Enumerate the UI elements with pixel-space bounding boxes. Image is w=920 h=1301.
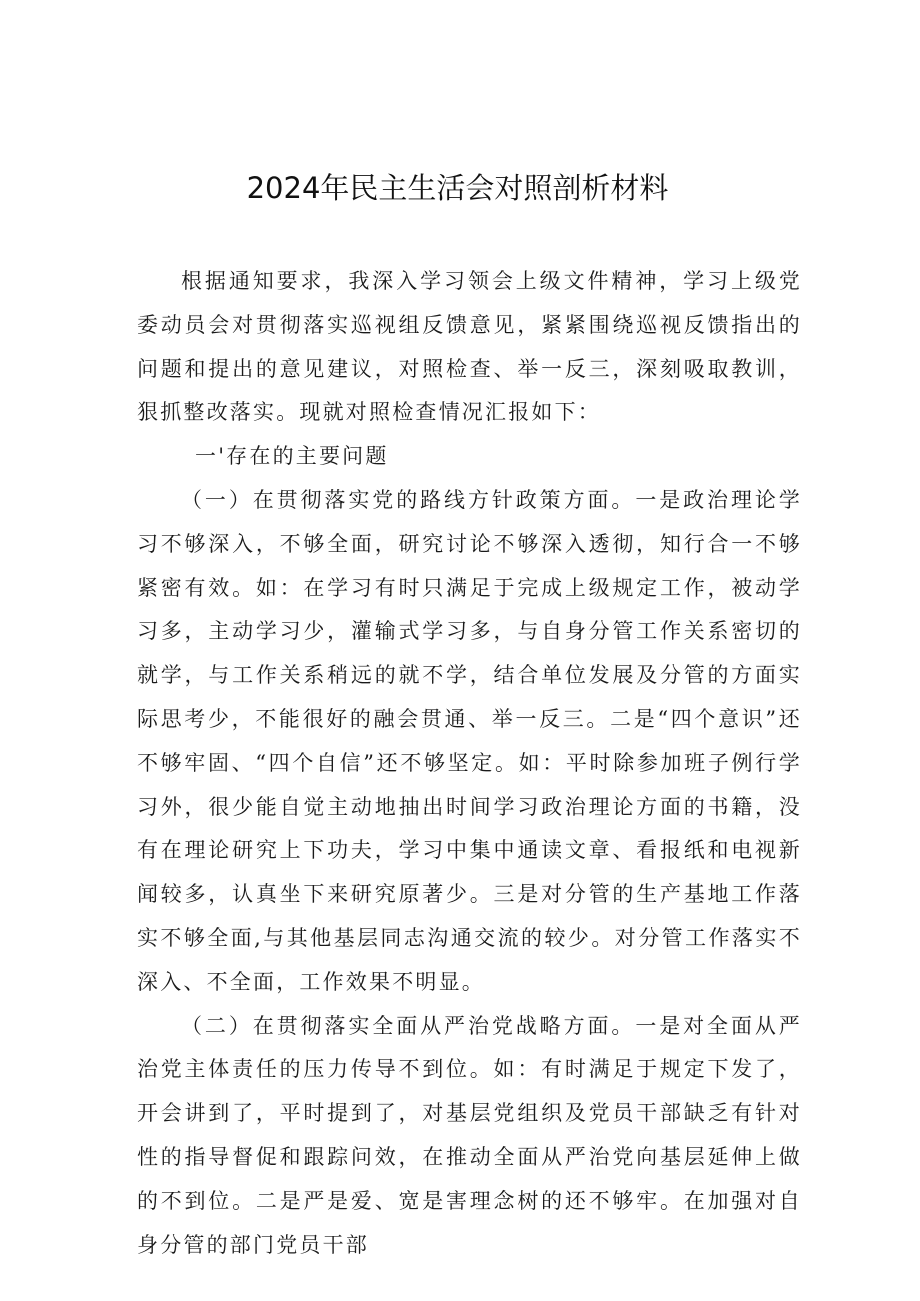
paragraph-intro: 根据通知要求，我深入学习领会上级文件精神，学习上级党委动员会对贯彻落实巡视组反馈意见，紧紧围绕巡视反馈指出的问题和提出的意见建议，对照检查、举一反三，深刻吸取教训，狠抓整改落实。现就对照检查情况汇报如下： bbox=[137, 269, 802, 425]
paragraph-section-2: （二）在贯彻落实全面从严治党战略方面。一是对全面从严治党主体责任的压力传导不到位。如：有时满足于规定下发了，开会讲到了，平时提到了，对基层党组织及党员干部缺乏有针对性的指导督促和跟踪问效，在推动全面从严治党向基层延伸上做的不到位。二是严是爱、宽是害理念树的还不够牢。在加强对自身分管的部门党员干部 bbox=[137, 1013, 802, 1257]
document-title: 2024年民主生活会对照剖析材料 bbox=[246, 171, 669, 205]
section-heading-main-problems: 一'存在的主要问题 bbox=[195, 444, 389, 469]
document-body bbox=[137, 260, 802, 1267]
paragraph-section-1: （一）在贯彻落实党的路线方针政策方面。一是政治理论学习不够深入，不够全面，研究讨论不够深入透彻，知行合一不够紧密有效。如：在学习有时只满足于完成上级规定工作，被动学习多，主动学习少，灌输式学习多，与自身分管工作关系密切的就学，与工作关系稍远的就不学，结合单位发展及分管的方面实际思考少，不能很好的融会贯通、举一反三。二是“四个意识”还不够牢固、“四个自信”还不够坚定。如：平时除参加班子例行学习外，很少能自觉主动地抽出时间学习政治理论方面的书籍，没有在理论研究上下功夫，学习中集中通读文章、看报纸和电视新闻较多，认真坐下来研究原著少。三是对分管的生产基地工作落实不够全面,与其他基层同志沟通交流的较少。对分管工作落实不深入、不全面，工作效果不明显。 bbox=[137, 487, 802, 994]
